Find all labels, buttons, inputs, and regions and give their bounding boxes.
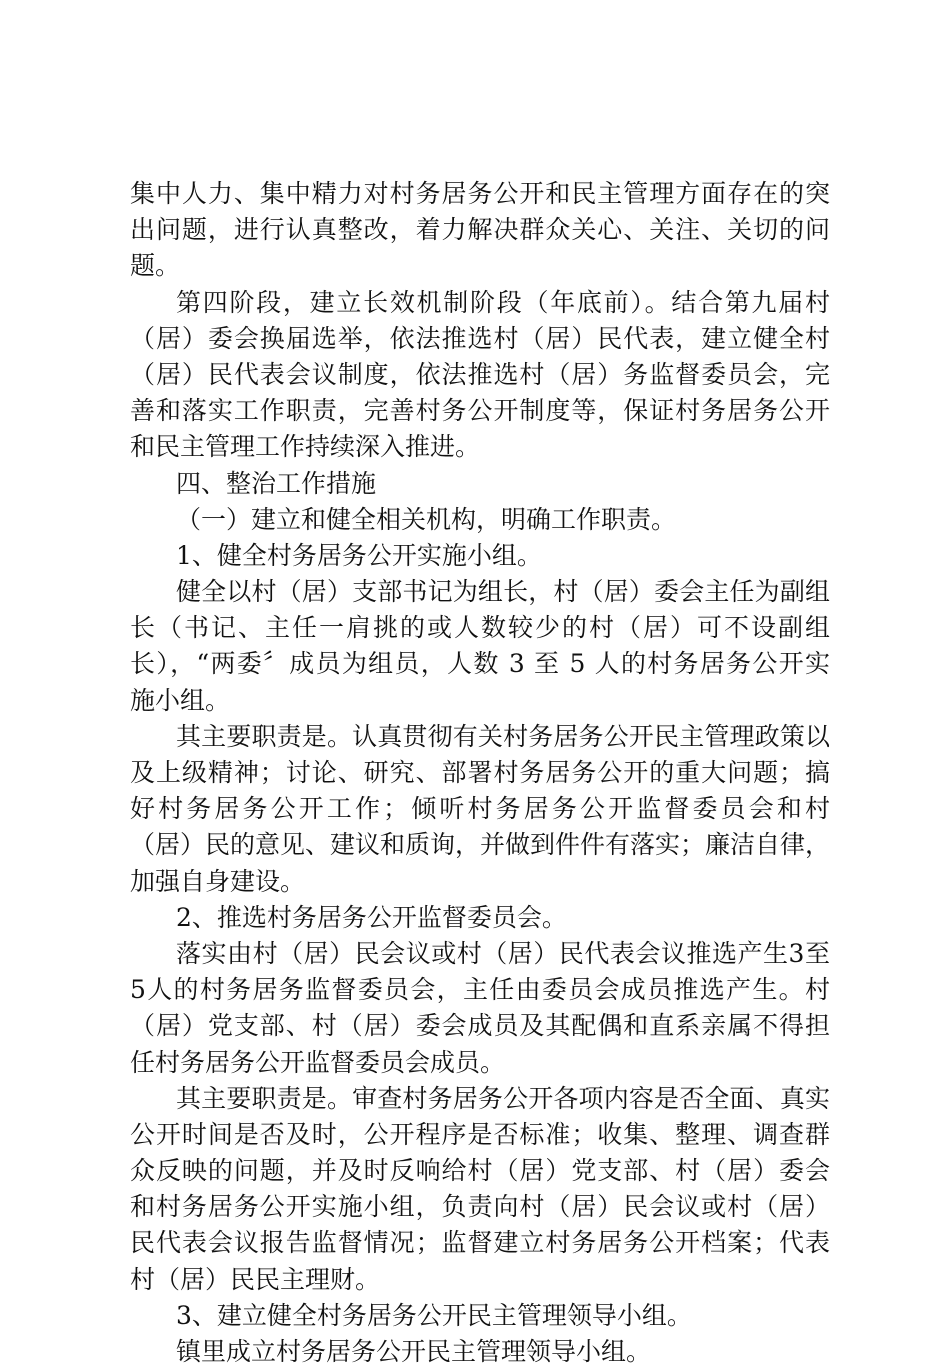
text-line: （居）民的意见、建议和质询，并做到件件有落实；廉洁自律，: [130, 830, 831, 860]
paragraph-start-line: 其主要职责是。审查村务居务公开各项内容是否全面、真实: [176, 1083, 830, 1113]
text-line: 出问题，进行认真整改，着力解决群众关心、关注、关切的问: [130, 215, 830, 245]
paragraph-start-line: 落实由村（居）民会议或村（居）民代表会议推选产生3至: [176, 938, 830, 968]
paragraph-start-line: 健全以村（居）支部书记为组长，村（居）委会主任为副组: [176, 577, 830, 607]
text-line: 和村务居务公开实施小组，负责向村（居）民会议或村（居）: [130, 1192, 830, 1222]
text-line: 长），“两委〞成员为组员，人数 3 至 5 人的村务居务公开实: [130, 649, 830, 679]
item-heading: 1、健全村务居务公开实施小组。: [176, 540, 542, 570]
item-heading: 2、推选村务居务公开监督委员会。: [176, 902, 567, 932]
text-line: 施小组。: [130, 685, 231, 715]
text-line: 长（书记、主任一肩挑的或人数较少的村（居）可不设副组: [130, 613, 830, 643]
section-heading: 四、整治工作措施: [176, 468, 377, 498]
text-line: 集中人力、集中精力对村务居务公开和民主管理方面存在的突: [130, 179, 830, 208]
paragraph-start-line: 镇里成立村务居务公开民主管理领导小组。: [176, 1337, 652, 1366]
text-line: 和民主管理工作持续深入推进。: [130, 432, 481, 462]
text-line: 民代表会议报告监督情况；监督建立村务居务公开档案；代表: [130, 1228, 830, 1258]
text-line: 任村务居务公开监督委员会成员。: [130, 1047, 506, 1077]
text-line: （居）民代表会议制度，依法推选村（居）务监督委员会，完: [130, 359, 830, 389]
document-body: [130, 176, 830, 1370]
subsection-heading: （一）建立和健全相关机构，明确工作职责。: [176, 504, 677, 534]
text-line: 题。: [130, 251, 181, 281]
item-heading: 3、建立健全村务居务公开民主管理领导小组。: [176, 1300, 692, 1330]
text-line: 公开时间是否及时，公开程序是否标准；收集、整理、调查群: [130, 1119, 830, 1149]
text-line: 好村务居务公开工作；倾听村务居务公开监督委员会和村: [130, 794, 830, 824]
text-line: 众反映的问题，并及时反响给村（居）党支部、村（居）委会: [130, 1156, 830, 1186]
text-line: 及上级精神；讨论、研究、部署村务居务公开的重大问题；搞: [130, 758, 830, 787]
text-line: （居）党支部、村（居）委会成员及其配偶和直系亲属不得担: [130, 1011, 830, 1041]
text-line: 善和落实工作职责，完善村务公开制度等，保证村务居务公开: [130, 396, 830, 426]
text-line: 村（居）民民主理财。: [130, 1264, 381, 1294]
text-line: （居）委会换届选举，依法推选村（居）民代表，建立健全村: [130, 323, 830, 353]
text-line: 5人的村务居务监督委员会，主任由委员会成员推选产生。村: [130, 975, 830, 1005]
paragraph-start-line: 第四阶段，建立长效机制阶段（年底前）。结合第九届村: [176, 287, 830, 317]
paragraph-start-line: 其主要职责是。认真贯彻有关村务居务公开民主管理政策以: [176, 721, 830, 751]
text-line: 加强自身建设。: [130, 866, 306, 896]
